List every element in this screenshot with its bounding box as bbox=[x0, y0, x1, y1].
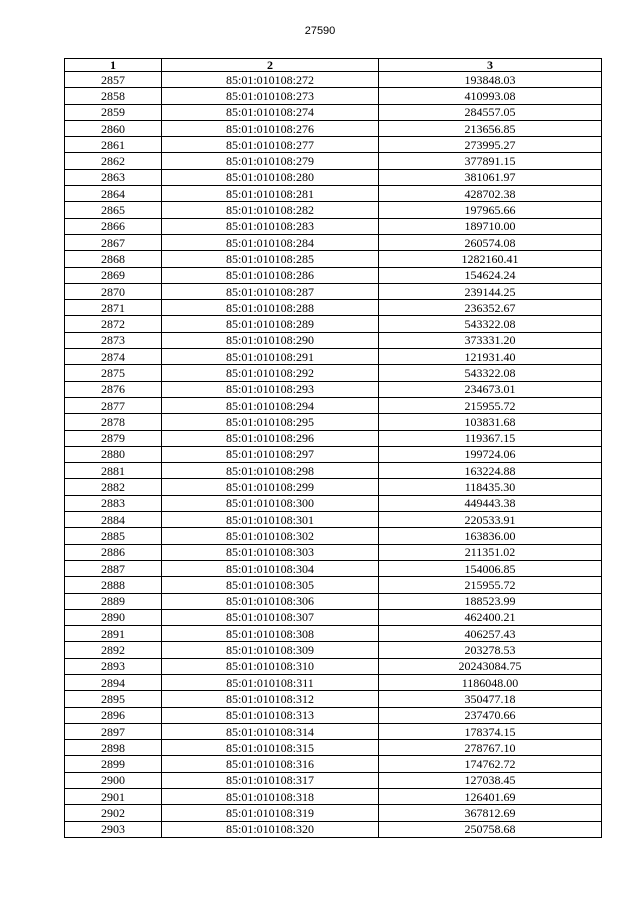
cadastral-number-cell: 85:01:010108:314 bbox=[162, 723, 379, 739]
row-number-cell: 2880 bbox=[65, 446, 162, 462]
cadastral-number-cell: 85:01:010108:318 bbox=[162, 789, 379, 805]
row-number-cell: 2860 bbox=[65, 120, 162, 136]
row-number-cell: 2884 bbox=[65, 512, 162, 528]
cadastral-number-cell: 85:01:010108:307 bbox=[162, 609, 379, 625]
value-cell: 410993.08 bbox=[379, 88, 602, 104]
cadastral-number-cell: 85:01:010108:298 bbox=[162, 463, 379, 479]
row-number-cell: 2903 bbox=[65, 821, 162, 837]
table-row bbox=[65, 512, 602, 528]
cadastral-number-cell: 85:01:010108:280 bbox=[162, 169, 379, 185]
table-row bbox=[65, 234, 602, 250]
page-number: 27590 bbox=[304, 25, 336, 37]
cadastral-number-cell: 85:01:010108:277 bbox=[162, 137, 379, 153]
value-cell: 239144.25 bbox=[379, 283, 602, 299]
value-cell: 203278.53 bbox=[379, 642, 602, 658]
cadastral-number-cell: 85:01:010108:309 bbox=[162, 642, 379, 658]
value-cell: 381061.97 bbox=[379, 169, 602, 185]
cadastral-number-cell: 85:01:010108:283 bbox=[162, 218, 379, 234]
value-cell: 215955.72 bbox=[379, 577, 602, 593]
header-row bbox=[65, 59, 602, 72]
table-row bbox=[65, 658, 602, 674]
value-cell: 215955.72 bbox=[379, 397, 602, 413]
row-number-cell: 2890 bbox=[65, 609, 162, 625]
value-cell: 220533.91 bbox=[379, 512, 602, 528]
cadastral-number-cell: 85:01:010108:320 bbox=[162, 821, 379, 837]
table-row bbox=[65, 626, 602, 642]
row-number-cell: 2870 bbox=[65, 283, 162, 299]
table-row bbox=[65, 430, 602, 446]
row-number-cell: 2896 bbox=[65, 707, 162, 723]
table-row bbox=[65, 609, 602, 625]
table-row bbox=[65, 560, 602, 576]
cadastral-number-cell: 85:01:010108:291 bbox=[162, 349, 379, 365]
table-row bbox=[65, 479, 602, 495]
value-cell: 273995.27 bbox=[379, 137, 602, 153]
row-number-cell: 2875 bbox=[65, 365, 162, 381]
table-row bbox=[65, 332, 602, 348]
row-number-cell: 2867 bbox=[65, 234, 162, 250]
row-number-cell: 2898 bbox=[65, 740, 162, 756]
cadastral-number-cell: 85:01:010108:289 bbox=[162, 316, 379, 332]
value-cell: 103831.68 bbox=[379, 414, 602, 430]
row-number-cell: 2862 bbox=[65, 153, 162, 169]
table-row bbox=[65, 723, 602, 739]
column-header-3: 3 bbox=[379, 59, 602, 72]
row-number-cell: 2899 bbox=[65, 756, 162, 772]
table-row bbox=[65, 414, 602, 430]
table-row bbox=[65, 120, 602, 136]
row-number-cell: 2869 bbox=[65, 267, 162, 283]
value-cell: 284557.05 bbox=[379, 104, 602, 120]
row-number-cell: 2882 bbox=[65, 479, 162, 495]
table-row bbox=[65, 691, 602, 707]
value-cell: 174762.72 bbox=[379, 756, 602, 772]
cadastral-number-cell: 85:01:010108:273 bbox=[162, 88, 379, 104]
table-row bbox=[65, 316, 602, 332]
table-row bbox=[65, 544, 602, 560]
cadastral-number-cell: 85:01:010108:293 bbox=[162, 381, 379, 397]
cadastral-number-cell: 85:01:010108:313 bbox=[162, 707, 379, 723]
value-cell: 119367.15 bbox=[379, 430, 602, 446]
cadastral-number-cell: 85:01:010108:272 bbox=[162, 72, 379, 88]
row-number-cell: 2897 bbox=[65, 723, 162, 739]
cadastral-number-cell: 85:01:010108:316 bbox=[162, 756, 379, 772]
value-cell: 350477.18 bbox=[379, 691, 602, 707]
table-row bbox=[65, 218, 602, 234]
row-number-cell: 2891 bbox=[65, 626, 162, 642]
cadastral-number-cell: 85:01:010108:315 bbox=[162, 740, 379, 756]
value-cell: 543322.08 bbox=[379, 365, 602, 381]
value-cell: 377891.15 bbox=[379, 153, 602, 169]
value-cell: 197965.66 bbox=[379, 202, 602, 218]
value-cell: 236352.67 bbox=[379, 300, 602, 316]
table-row bbox=[65, 463, 602, 479]
cadastral-number-cell: 85:01:010108:292 bbox=[162, 365, 379, 381]
value-cell: 543322.08 bbox=[379, 316, 602, 332]
table-row bbox=[65, 381, 602, 397]
cadastral-number-cell: 85:01:010108:306 bbox=[162, 593, 379, 609]
value-cell: 1186048.00 bbox=[379, 674, 602, 690]
value-cell: 1282160.41 bbox=[379, 251, 602, 267]
cadastral-number-cell: 85:01:010108:297 bbox=[162, 446, 379, 462]
value-cell: 199724.06 bbox=[379, 446, 602, 462]
cadastral-number-cell: 85:01:010108:282 bbox=[162, 202, 379, 218]
cadastral-number-cell: 85:01:010108:296 bbox=[162, 430, 379, 446]
value-cell: 178374.15 bbox=[379, 723, 602, 739]
cadastral-number-cell: 85:01:010108:311 bbox=[162, 674, 379, 690]
value-cell: 428702.38 bbox=[379, 186, 602, 202]
row-number-cell: 2892 bbox=[65, 642, 162, 658]
value-cell: 126401.69 bbox=[379, 789, 602, 805]
row-number-cell: 2893 bbox=[65, 658, 162, 674]
value-cell: 163224.88 bbox=[379, 463, 602, 479]
row-number-cell: 2857 bbox=[65, 72, 162, 88]
row-number-cell: 2876 bbox=[65, 381, 162, 397]
cadastral-number-cell: 85:01:010108:274 bbox=[162, 104, 379, 120]
cadastral-number-cell: 85:01:010108:317 bbox=[162, 772, 379, 788]
row-number-cell: 2877 bbox=[65, 397, 162, 413]
column-header-1: 1 bbox=[65, 59, 162, 72]
value-cell: 278767.10 bbox=[379, 740, 602, 756]
row-number-cell: 2887 bbox=[65, 560, 162, 576]
row-number-cell: 2874 bbox=[65, 349, 162, 365]
value-cell: 188523.99 bbox=[379, 593, 602, 609]
value-cell: 189710.00 bbox=[379, 218, 602, 234]
cadastral-number-cell: 85:01:010108:300 bbox=[162, 495, 379, 511]
cadastral-number-cell: 85:01:010108:287 bbox=[162, 283, 379, 299]
cadastral-number-cell: 85:01:010108:302 bbox=[162, 528, 379, 544]
table-row bbox=[65, 593, 602, 609]
table-row bbox=[65, 397, 602, 413]
cadastral-number-cell: 85:01:010108:319 bbox=[162, 805, 379, 821]
row-number-cell: 2901 bbox=[65, 789, 162, 805]
value-cell: 154006.85 bbox=[379, 560, 602, 576]
table-row bbox=[65, 186, 602, 202]
value-cell: 121931.40 bbox=[379, 349, 602, 365]
row-number-cell: 2902 bbox=[65, 805, 162, 821]
table-row bbox=[65, 251, 602, 267]
cadastral-number-cell: 85:01:010108:303 bbox=[162, 544, 379, 560]
table-header bbox=[65, 59, 602, 72]
value-cell: 213656.85 bbox=[379, 120, 602, 136]
table-row bbox=[65, 789, 602, 805]
value-cell: 163836.00 bbox=[379, 528, 602, 544]
cadastral-number-cell: 85:01:010108:286 bbox=[162, 267, 379, 283]
table-row bbox=[65, 104, 602, 120]
table-row bbox=[65, 153, 602, 169]
table-row bbox=[65, 577, 602, 593]
cadastral-number-cell: 85:01:010108:310 bbox=[162, 658, 379, 674]
cadastral-number-cell: 85:01:010108:301 bbox=[162, 512, 379, 528]
row-number-cell: 2881 bbox=[65, 463, 162, 479]
cadastral-number-cell: 85:01:010108:304 bbox=[162, 560, 379, 576]
data-table bbox=[64, 58, 602, 838]
value-cell: 449443.38 bbox=[379, 495, 602, 511]
table-row bbox=[65, 740, 602, 756]
value-cell: 118435.30 bbox=[379, 479, 602, 495]
cadastral-number-cell: 85:01:010108:276 bbox=[162, 120, 379, 136]
table-row bbox=[65, 756, 602, 772]
row-number-cell: 2872 bbox=[65, 316, 162, 332]
table-row bbox=[65, 365, 602, 381]
table-row bbox=[65, 446, 602, 462]
cadastral-number-cell: 85:01:010108:288 bbox=[162, 300, 379, 316]
row-number-cell: 2886 bbox=[65, 544, 162, 560]
value-cell: 367812.69 bbox=[379, 805, 602, 821]
value-cell: 127038.45 bbox=[379, 772, 602, 788]
row-number-cell: 2871 bbox=[65, 300, 162, 316]
cadastral-number-cell: 85:01:010108:295 bbox=[162, 414, 379, 430]
cadastral-number-cell: 85:01:010108:294 bbox=[162, 397, 379, 413]
value-cell: 250758.68 bbox=[379, 821, 602, 837]
value-cell: 406257.43 bbox=[379, 626, 602, 642]
table-row bbox=[65, 283, 602, 299]
cadastral-number-cell: 85:01:010108:308 bbox=[162, 626, 379, 642]
row-number-cell: 2894 bbox=[65, 674, 162, 690]
value-cell: 237470.66 bbox=[379, 707, 602, 723]
row-number-cell: 2858 bbox=[65, 88, 162, 104]
table-row bbox=[65, 300, 602, 316]
row-number-cell: 2863 bbox=[65, 169, 162, 185]
table-row bbox=[65, 88, 602, 104]
value-cell: 211351.02 bbox=[379, 544, 602, 560]
row-number-cell: 2883 bbox=[65, 495, 162, 511]
value-cell: 462400.21 bbox=[379, 609, 602, 625]
cadastral-number-cell: 85:01:010108:299 bbox=[162, 479, 379, 495]
value-cell: 260574.08 bbox=[379, 234, 602, 250]
table-row bbox=[65, 169, 602, 185]
cadastral-number-cell: 85:01:010108:290 bbox=[162, 332, 379, 348]
table-row bbox=[65, 528, 602, 544]
table-row bbox=[65, 267, 602, 283]
row-number-cell: 2900 bbox=[65, 772, 162, 788]
table-body bbox=[65, 72, 602, 838]
table-row bbox=[65, 642, 602, 658]
row-number-cell: 2888 bbox=[65, 577, 162, 593]
row-number-cell: 2895 bbox=[65, 691, 162, 707]
cadastral-number-cell: 85:01:010108:305 bbox=[162, 577, 379, 593]
row-number-cell: 2885 bbox=[65, 528, 162, 544]
row-number-cell: 2859 bbox=[65, 104, 162, 120]
cadastral-number-cell: 85:01:010108:285 bbox=[162, 251, 379, 267]
value-cell: 193848.03 bbox=[379, 72, 602, 88]
cadastral-number-cell: 85:01:010108:312 bbox=[162, 691, 379, 707]
table-row bbox=[65, 202, 602, 218]
table-row bbox=[65, 707, 602, 723]
value-cell: 154624.24 bbox=[379, 267, 602, 283]
value-cell: 20243084.75 bbox=[379, 658, 602, 674]
table-row bbox=[65, 674, 602, 690]
row-number-cell: 2878 bbox=[65, 414, 162, 430]
column-header-2: 2 bbox=[162, 59, 379, 72]
value-cell: 234673.01 bbox=[379, 381, 602, 397]
table-row bbox=[65, 72, 602, 88]
table-row bbox=[65, 821, 602, 837]
table-row bbox=[65, 772, 602, 788]
row-number-cell: 2861 bbox=[65, 137, 162, 153]
row-number-cell: 2866 bbox=[65, 218, 162, 234]
row-number-cell: 2889 bbox=[65, 593, 162, 609]
row-number-cell: 2879 bbox=[65, 430, 162, 446]
table-row bbox=[65, 349, 602, 365]
cadastral-number-cell: 85:01:010108:284 bbox=[162, 234, 379, 250]
row-number-cell: 2865 bbox=[65, 202, 162, 218]
row-number-cell: 2873 bbox=[65, 332, 162, 348]
row-number-cell: 2868 bbox=[65, 251, 162, 267]
table-row bbox=[65, 137, 602, 153]
table-row bbox=[65, 495, 602, 511]
value-cell: 373331.20 bbox=[379, 332, 602, 348]
cadastral-number-cell: 85:01:010108:281 bbox=[162, 186, 379, 202]
cadastral-number-cell: 85:01:010108:279 bbox=[162, 153, 379, 169]
row-number-cell: 2864 bbox=[65, 186, 162, 202]
table-row bbox=[65, 805, 602, 821]
